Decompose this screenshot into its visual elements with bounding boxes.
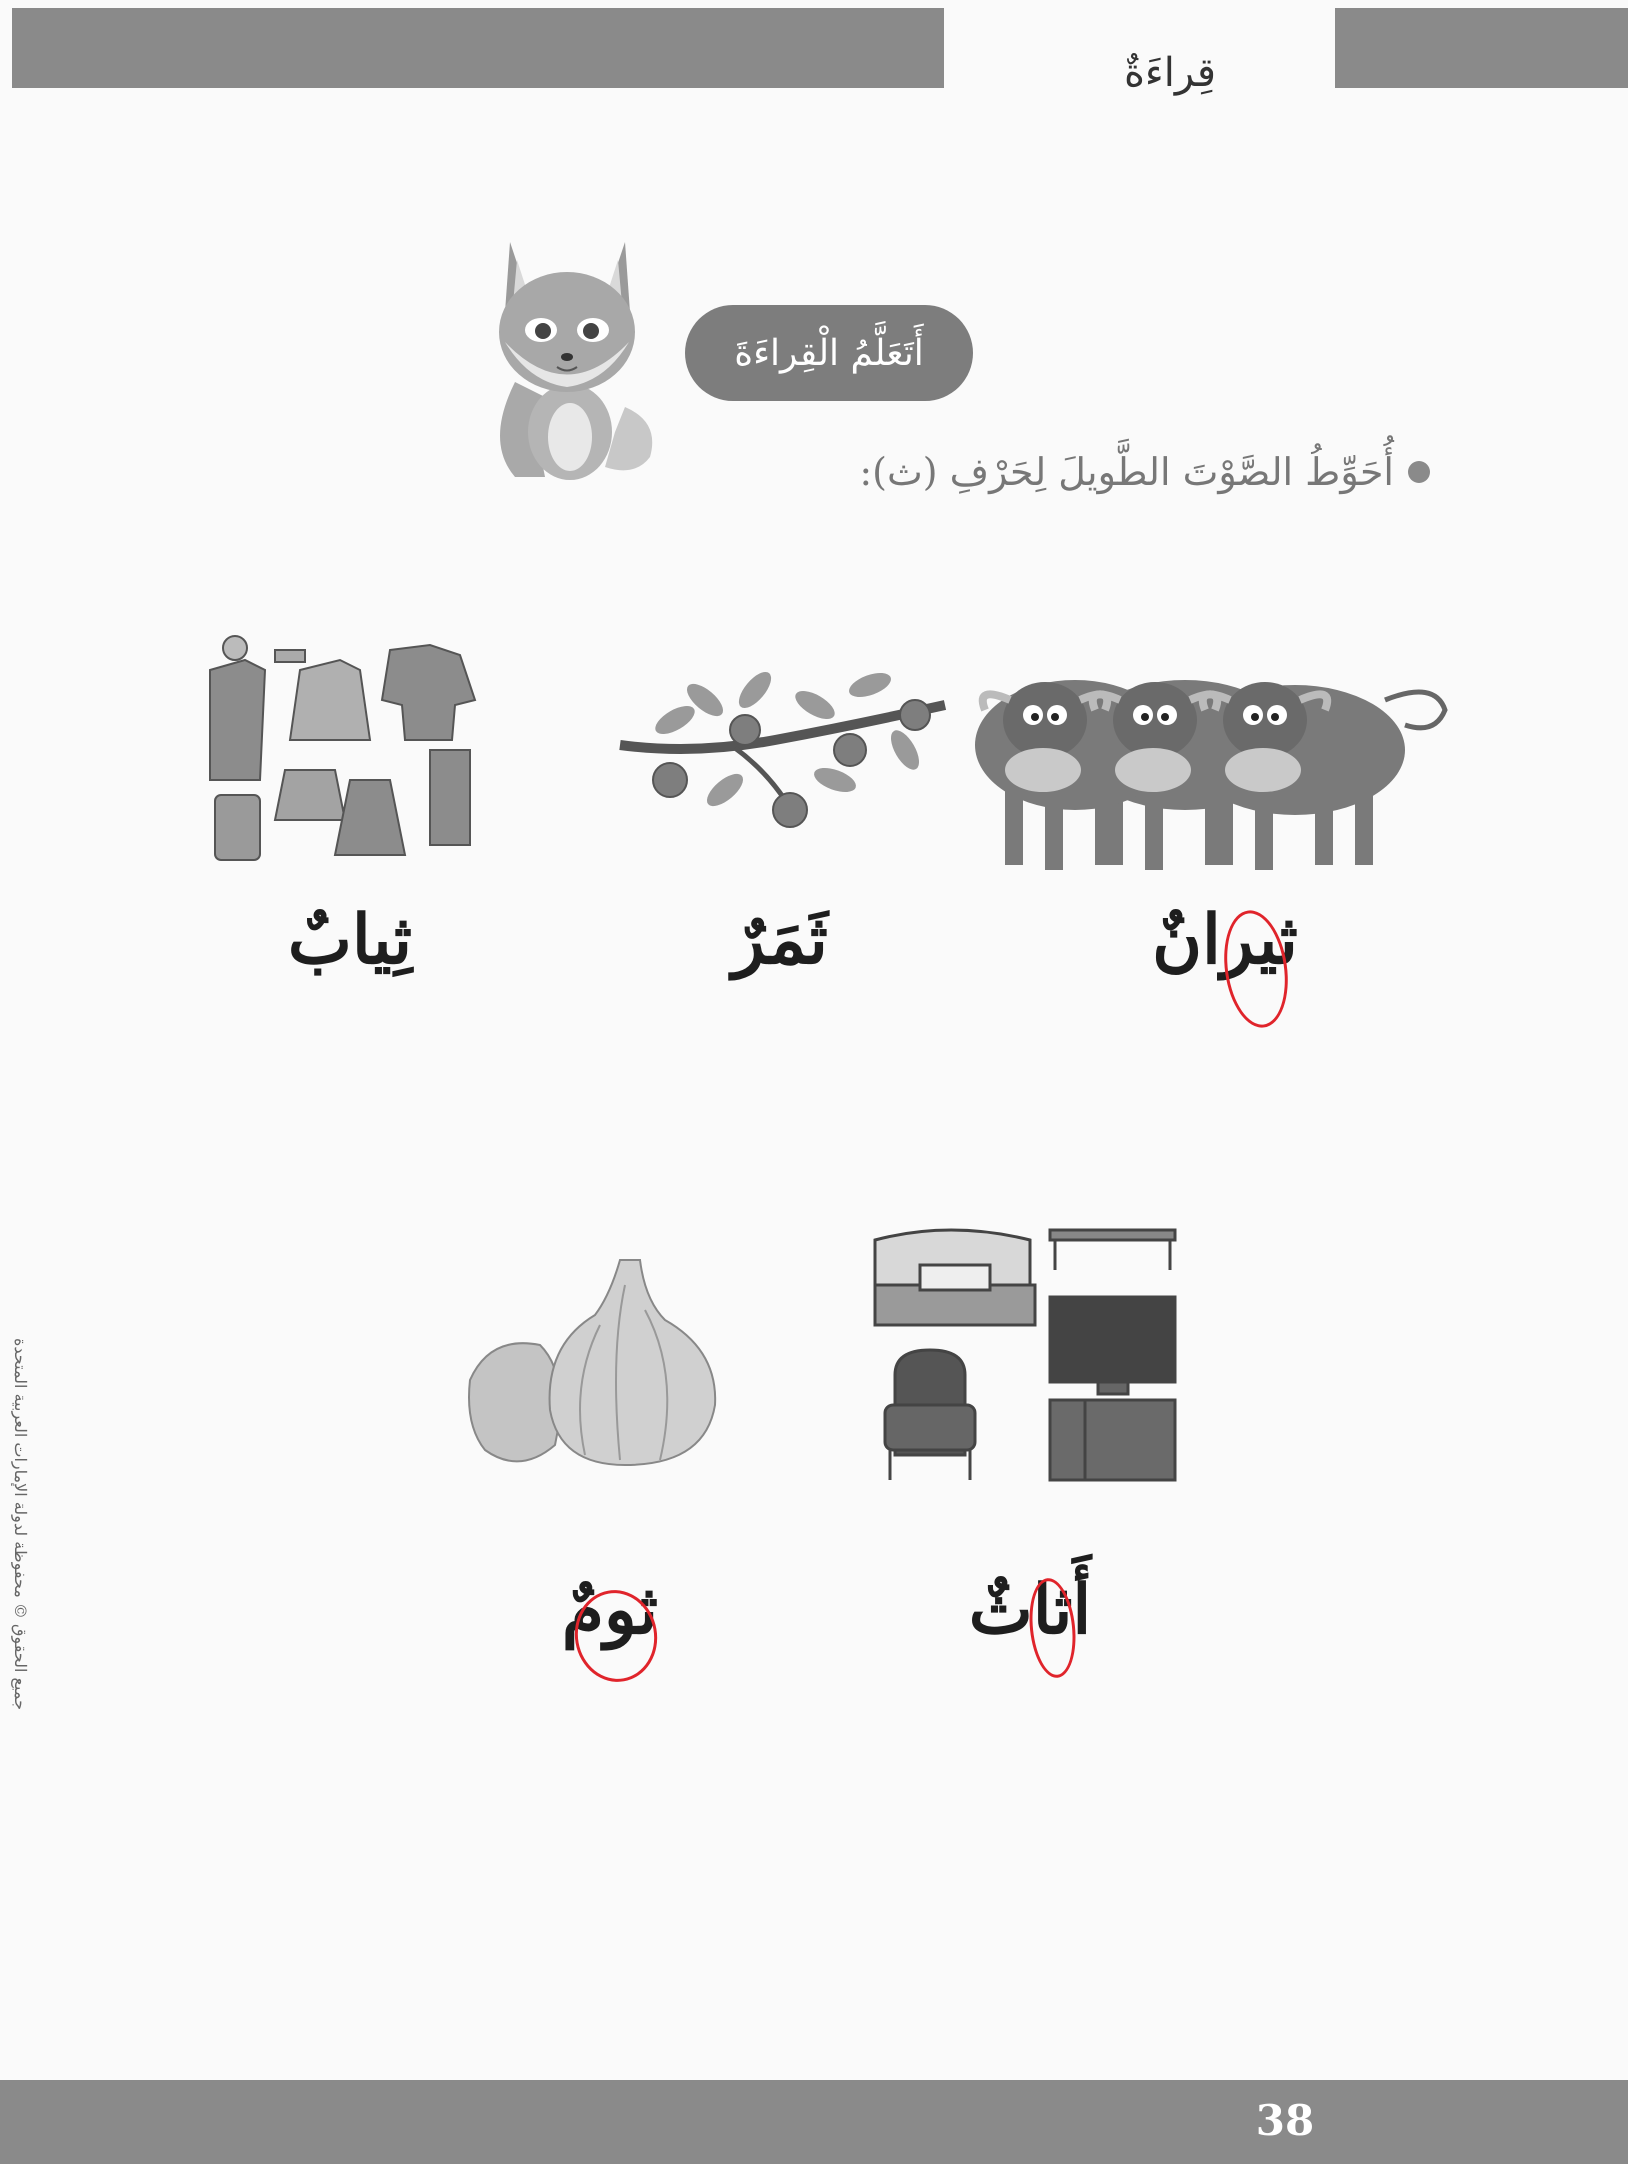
lesson-badge bbox=[685, 305, 973, 401]
word-athath: أَثاثٌ bbox=[968, 1570, 1092, 1650]
oxen-icon bbox=[965, 630, 1455, 880]
section-title: قِراءَةٌ bbox=[1123, 50, 1217, 96]
header-bar-right bbox=[1335, 8, 1628, 88]
word-thiyab: ثِيابٌ bbox=[287, 900, 413, 980]
garlic-icon bbox=[460, 1255, 725, 1475]
footer-bar bbox=[0, 2080, 1628, 2164]
lesson-badge-label: أَتَعَلَّمُ الْقِراءَةَ bbox=[734, 332, 924, 374]
word-thum: ثومٌ bbox=[561, 1570, 659, 1650]
copyright-text: جميع الحقوق © محفوظة لدولة الإمارات العربية المتحدة bbox=[11, 1337, 30, 1710]
word-thamar: ثَمَرٌ bbox=[732, 900, 828, 980]
copyright-strip bbox=[4, 520, 34, 1710]
furniture-icon bbox=[870, 1225, 1185, 1485]
page-number: 38 bbox=[1255, 2096, 1315, 2145]
clothes-icon bbox=[190, 630, 510, 865]
fox-mascot-icon bbox=[475, 232, 660, 482]
bullet-icon bbox=[1408, 461, 1430, 483]
instruction bbox=[830, 450, 1430, 494]
word-thiran: ثيرانٌ bbox=[1152, 900, 1298, 980]
fruit-branch-icon bbox=[615, 660, 950, 840]
instruction-text: أُحَوِّطُ الصَّوْتَ الطَّويلَ لِحَرْفِ (ث): bbox=[859, 450, 1394, 494]
header-bar-left bbox=[12, 8, 944, 88]
